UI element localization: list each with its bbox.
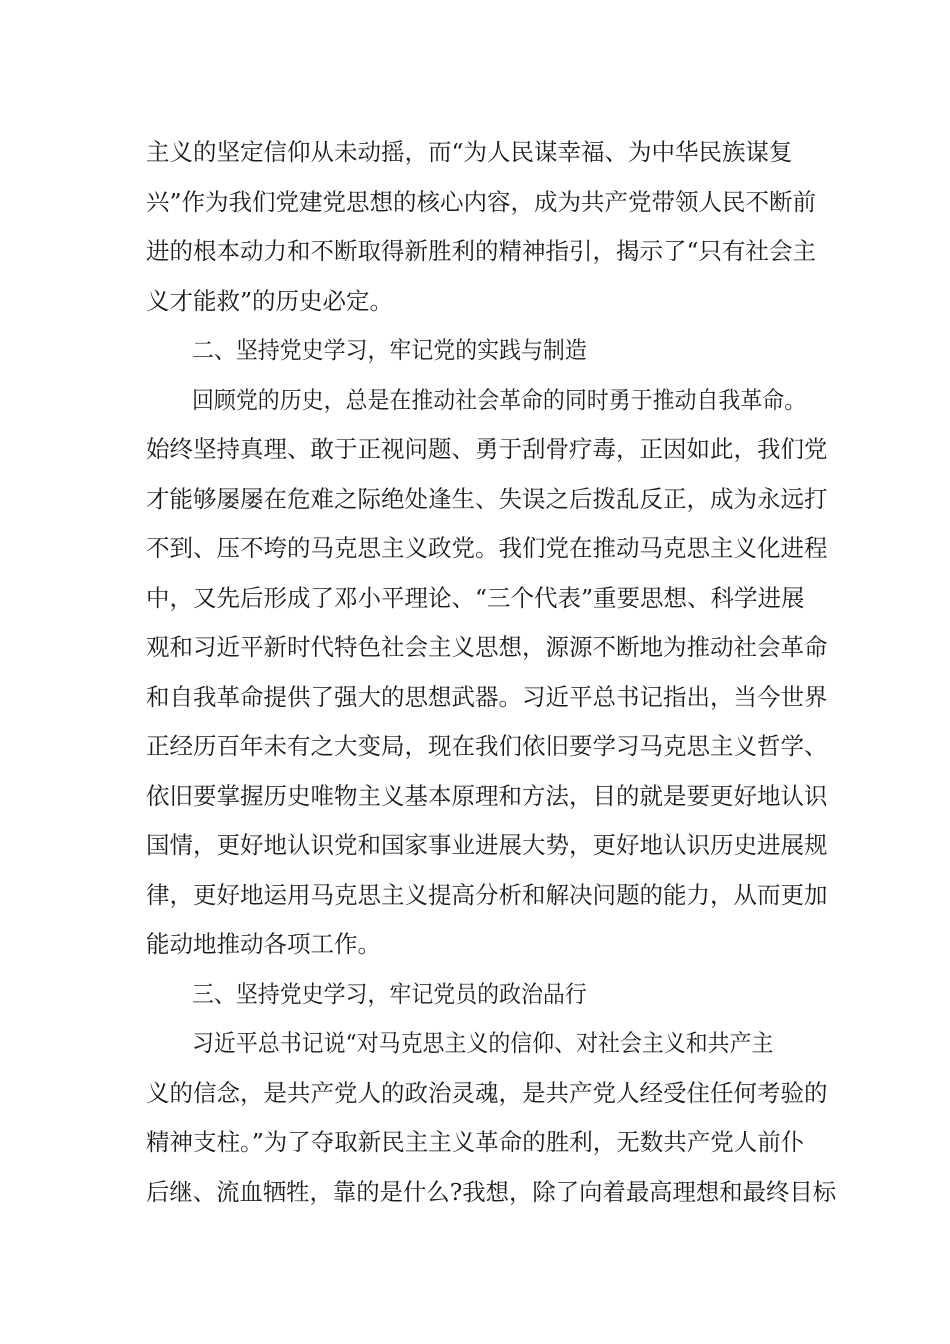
text-line: 正经历百年未有之大变局，现在我们依旧要学习马克思主义哲学、	[146, 732, 828, 760]
text-line: 国情，更好地认识党和国家事业进展大势，更好地认识历史进展规	[146, 831, 828, 859]
text-line: 不到、压不垮的马克思主义政党。我们党在推动马克思主义化进程	[146, 534, 828, 562]
text-line: 精神支柱。”为了夺取新民主主义革命的胜利，无数共产党人前仆	[146, 1128, 805, 1156]
text-line: 观和习近平新时代特色社会主义思想，源源不断地为推动社会革命	[146, 633, 828, 661]
text-line: 后继、流血牺牲，靠的是什么?我想，除了向着最高理想和最终目标	[146, 1178, 837, 1206]
text-line: 始终坚持真理、敢于正视问题、勇于刮骨疗毒，正因如此，我们党	[146, 435, 828, 463]
section-heading: 二、坚持党史学习，牢记党的实践与制造	[192, 336, 587, 364]
text-line: 义才能救”的历史必定。	[146, 287, 394, 315]
text-line: 主义的坚定信仰从未动摇，而“为人民谋幸福、为中华民族谋复	[146, 138, 793, 166]
text-line: 和自我革命提供了强大的思想武器。习近平总书记指出，当今世界	[146, 683, 828, 711]
text-line: 律，更好地运用马克思主义提高分析和解决问题的能力，从而更加	[146, 881, 828, 909]
text-line: 能动地推动各项工作。	[146, 930, 381, 958]
text-line: 习近平总书记说“对马克思主义的信仰、对社会主义和共产主	[192, 1029, 774, 1057]
text-line: 才能够屡屡在危难之际绝处逢生、失误之后拨乱反正，成为永远打	[146, 485, 828, 513]
text-line: 回顾党的历史，总是在推动社会革命的同时勇于推动自我革命。	[192, 386, 807, 414]
text-line: 兴”作为我们党建党思想的核心内容，成为共产党带领人民不断前	[146, 188, 817, 216]
text-line: 依旧要掌握历史唯物主义基本原理和方法，目的就是要更好地认识	[146, 782, 828, 810]
text-line: 义的信念，是共产党人的政治灵魂，是共产党人经受住任何考验的	[146, 1079, 828, 1107]
section-heading: 三、坚持党史学习，牢记党员的政治品行	[192, 980, 587, 1008]
text-line: 中，又先后形成了邓小平理论、“三个代表”重要思想、科学进展	[146, 584, 805, 612]
text-line: 进的根本动力和不断取得新胜利的精神指引，揭示了“只有社会主	[146, 237, 817, 265]
